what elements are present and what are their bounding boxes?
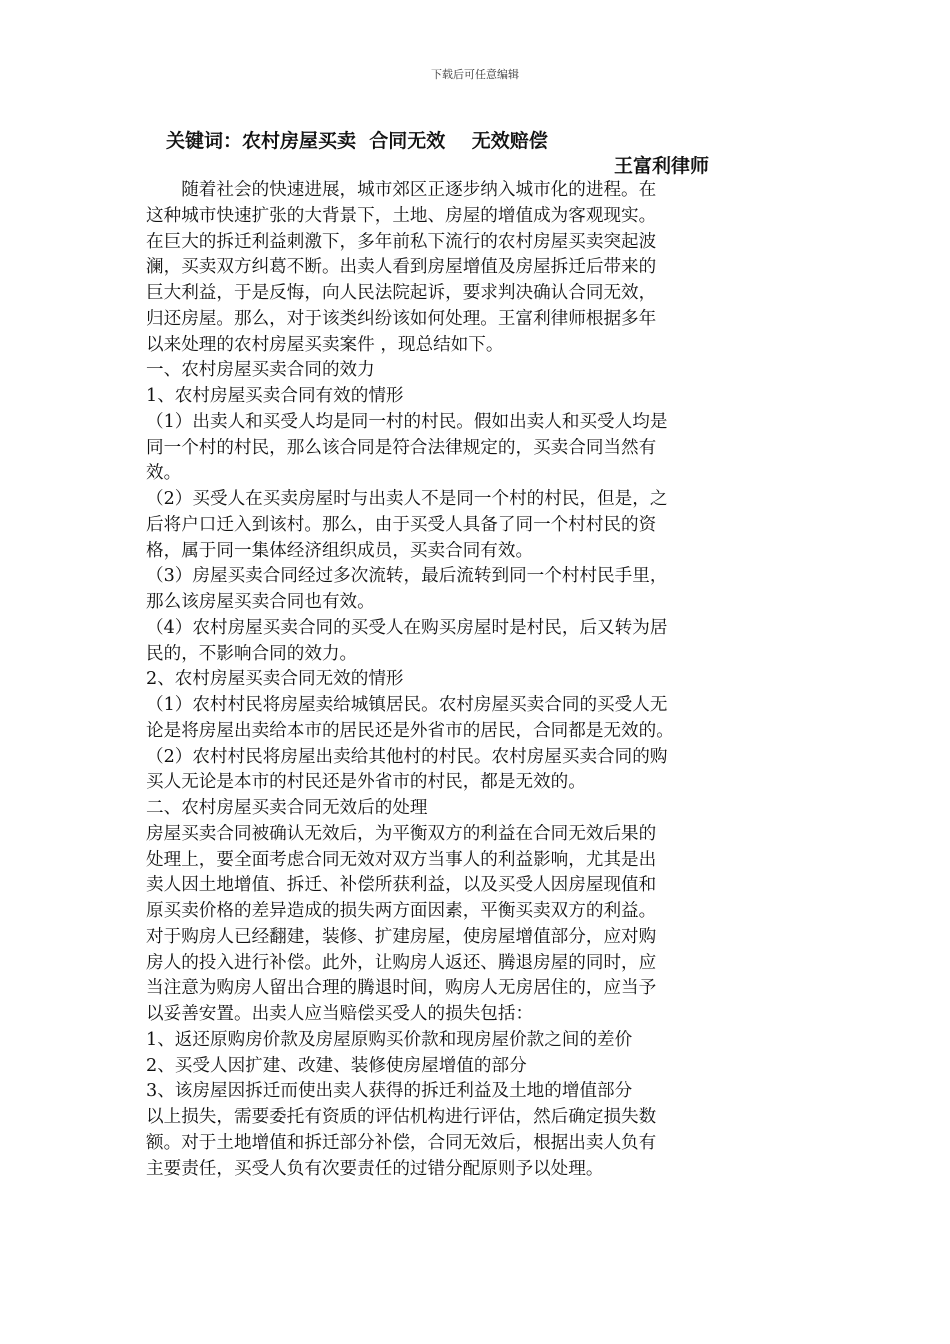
author-name: 王富利律师 xyxy=(614,155,710,177)
body-line: 原买卖价格的差异造成的损失两方面因素，平衡买卖双方的利益。 xyxy=(146,901,657,921)
body-line: （4）农村房屋买卖合同的买受人在购买房屋时是村民，后又转为居 xyxy=(146,617,668,638)
body-line: （1）出卖人和买受人均是同一村的村民。假如出卖人和买受人均是 xyxy=(146,411,668,432)
body-line: 后将户口迁入到该村。那么，由于买受人具备了同一个村村民的资 xyxy=(146,514,657,535)
body-line: 房人的投入进行补偿。此外，让购房人返还、腾退房屋的同时，应 xyxy=(146,952,657,973)
list-item: 2、买受人因扩建、改建、装修使房屋增值的部分 xyxy=(146,1055,527,1076)
body-line: 格，属于同一集体经济组织成员，买卖合同有效。 xyxy=(146,540,534,561)
body-line: 以来处理的农村房屋买卖案件 ，现总结如下。 xyxy=(146,334,504,355)
body-line: 归还房屋。那么，对于该类纠纷该如何处理。王富利律师根据多年 xyxy=(146,308,657,329)
article-body xyxy=(146,178,814,1182)
body-line: 以妥善安置。出卖人应当赔偿买受人的损失包括： xyxy=(146,1004,534,1024)
keywords-line: 关键词：农村房屋买卖 合同无效 无效赔偿 xyxy=(166,130,548,152)
body-line: （1）农村村民将房屋卖给城镇居民。农村房屋买卖合同的买受人无 xyxy=(146,695,668,715)
body-line: 澜，买卖双方纠葛不断。出卖人看到房屋增值及房屋拆迁后带来的 xyxy=(146,257,657,278)
body-line: （2）买受人在买卖房屋时与出卖人不是同一个村的村民，但是，之 xyxy=(146,489,668,509)
list-item: 1、返还原购房价款及房屋原购买价款和现房屋价款之间的差价 xyxy=(146,1029,633,1050)
body-line: 在巨大的拆迁利益刺激下，多年前私下流行的农村房屋买卖突起波 xyxy=(146,231,657,252)
body-line: （2）农村村民将房屋出卖给其他村的村民。农村房屋买卖合同的购 xyxy=(146,746,668,767)
body-line: 主要责任，买受人负有次要责任的过错分配原则予以处理。 xyxy=(146,1158,604,1179)
body-line: （3）房屋买卖合同经过多次流转，最后流转到同一个村村民手里， xyxy=(146,566,668,587)
body-line: 买人无论是本市的村民还是外省市的村民，都是无效的。 xyxy=(146,772,586,793)
body-line: 处理上，要全面考虑合同无效对双方当事人的利益影响，尤其是出 xyxy=(146,849,657,870)
section-heading: 一、农村房屋买卖合同的效力 xyxy=(146,360,375,381)
subsection-heading: 1、农村房屋买卖合同有效的情形 xyxy=(146,386,404,406)
body-line: 随着社会的快速进展，城市郊区正逐步纳入城市化的进程。在 xyxy=(146,180,657,200)
list-item: 3、该房屋因拆迁而使出卖人获得的拆迁利益及土地的增值部分 xyxy=(146,1081,633,1102)
subsection-heading: 2、农村房屋买卖合同无效的情形 xyxy=(146,669,404,690)
body-line: 额。对于土地增值和拆迁部分补偿，合同无效后，根据出卖人负有 xyxy=(146,1132,657,1153)
body-line: 卖人因土地增值、拆迁、补偿所获利益，以及买受人因房屋现值和 xyxy=(146,875,657,896)
download-note: 下载后可任意编辑 xyxy=(431,68,519,81)
body-line: 同一个村的村民，那么该合同是符合法律规定的，买卖合同当然有 xyxy=(146,437,657,458)
body-line: 巨大利益，于是反悔，向人民法院起诉，要求判决确认合同无效， xyxy=(146,283,657,303)
body-line: 论是将房屋出卖给本市的居民还是外省市的居民，合同都是无效的。 xyxy=(146,720,674,741)
body-line: 当注意为购房人留出合理的腾退时间，购房人无房居住的，应当予 xyxy=(146,978,657,999)
body-line: 对于购房人已经翻建，装修、扩建房屋，使房屋增值部分，应对购 xyxy=(146,926,657,947)
body-line: 那么该房屋买卖合同也有效。 xyxy=(146,592,375,612)
body-line: 房屋买卖合同被确认无效后，为平衡双方的利益在合同无效后果的 xyxy=(146,823,657,844)
section-heading: 二、农村房屋买卖合同无效后的处理 xyxy=(146,798,428,818)
body-line: 效。 xyxy=(146,463,182,484)
body-line: 以上损失，需要委托有资质的评估机构进行评估，然后确定损失数 xyxy=(146,1107,657,1127)
body-line: 这种城市快速扩张的大背景下，土地、房屋的增值成为客观现实。 xyxy=(146,205,657,226)
body-line: 民的，不影响合同的效力。 xyxy=(146,643,358,664)
